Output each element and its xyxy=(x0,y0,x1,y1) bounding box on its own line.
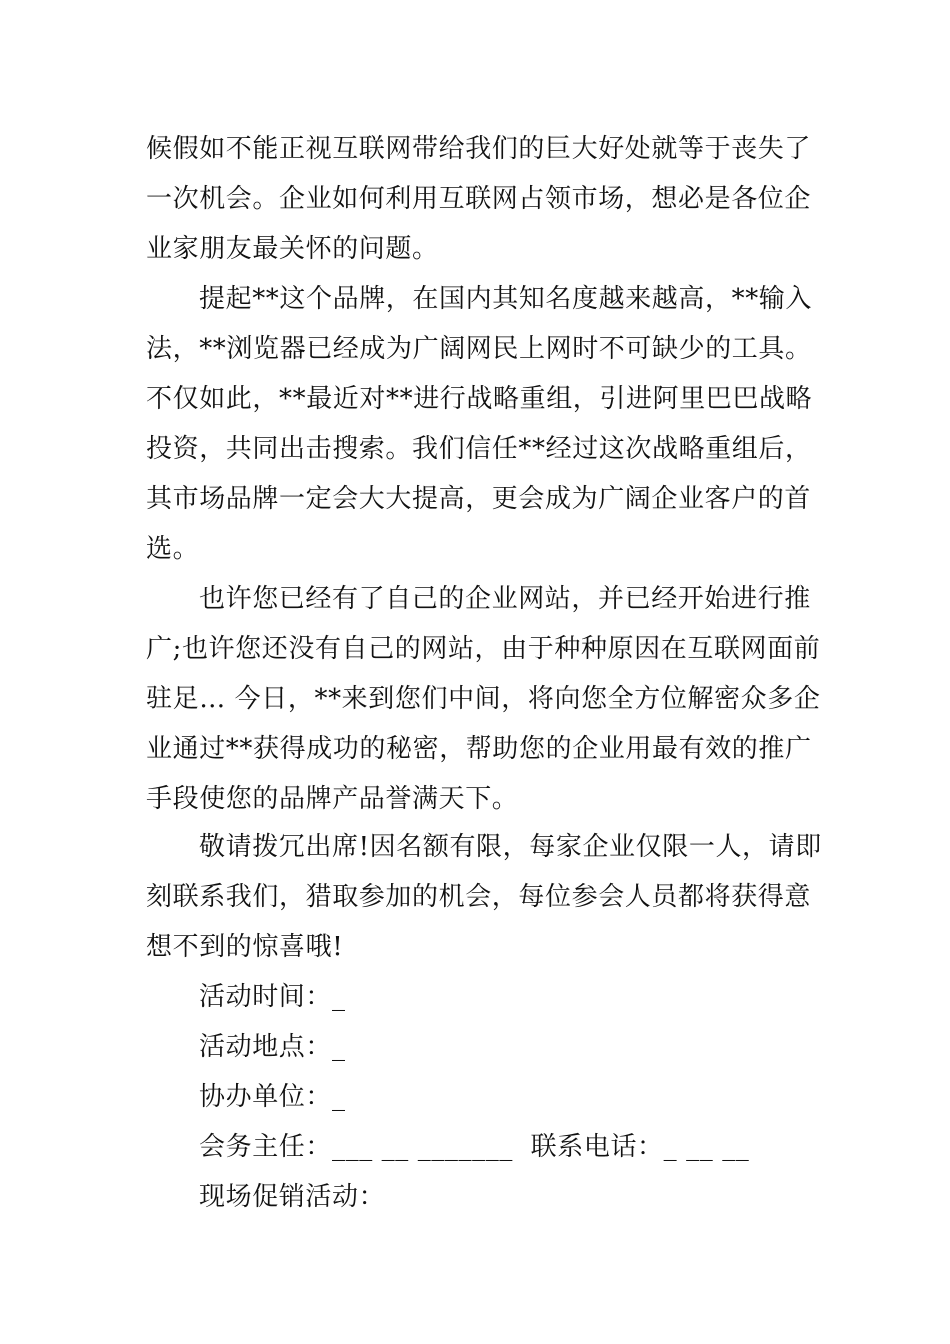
field-co-organizer: 协办单位：_ xyxy=(199,1082,346,1112)
event-details xyxy=(146,972,808,1222)
paragraph-brand xyxy=(146,274,813,574)
text-line: 不仅如此，**最近对**进行战略重组，引进阿里巴巴战略 xyxy=(146,384,813,414)
text-line: 敬请拨冗出席!因名额有限，每家企业仅限一人，请即 xyxy=(199,832,822,862)
text-line: 业家朋友最关怀的问题。 xyxy=(146,234,439,264)
text-line: 刻联系我们，猎取参加的机会，每位参会人员都将获得意 xyxy=(146,882,812,912)
text-line: 候假如不能正视互联网带给我们的巨大好处就等于丧失了 xyxy=(146,134,812,164)
paragraph-intro xyxy=(146,124,812,274)
text-line: 广;也许您还没有自己的网站，由于种种原因在互联网面前 xyxy=(146,634,821,664)
text-line: 其市场品牌一定会大大提高，更会成为广阔企业客户的首 xyxy=(146,484,812,514)
text-line: 选。 xyxy=(146,534,200,564)
field-event-location: 活动地点：_ xyxy=(199,1032,346,1062)
field-onsite-promotion: 现场促销活动： xyxy=(199,1182,386,1212)
paragraph-website xyxy=(146,574,821,824)
text-line: 也许您已经有了自己的企业网站，并已经开始进行推 xyxy=(199,584,811,614)
text-line: 提起**这个品牌，在国内其知名度越来越高，**输入 xyxy=(199,284,813,314)
text-line: 驻足… 今日，**来到您们中间，将向您全方位解密众多企 xyxy=(146,684,821,714)
text-line: 想不到的惊喜哦! xyxy=(146,932,344,962)
field-director-phone: 会务主任：___ __ _______ 联系电话：_ __ __ xyxy=(199,1132,750,1162)
text-line: 手段使您的品牌产品誉满天下。 xyxy=(146,784,519,814)
field-event-time: 活动时间：_ xyxy=(199,982,346,1012)
text-line: 业通过**获得成功的秘密，帮助您的企业用最有效的推广 xyxy=(146,734,812,764)
text-line: 投资，共同出击搜索。我们信任**经过这次战略重组后， xyxy=(146,434,812,464)
paragraph-invitation xyxy=(146,822,822,972)
text-line: 一次机会。企业如何利用互联网占领市场，想必是各位企 xyxy=(146,184,812,214)
text-line: 法，**浏览器已经成为广阔网民上网时不可缺少的工具。 xyxy=(146,334,812,364)
